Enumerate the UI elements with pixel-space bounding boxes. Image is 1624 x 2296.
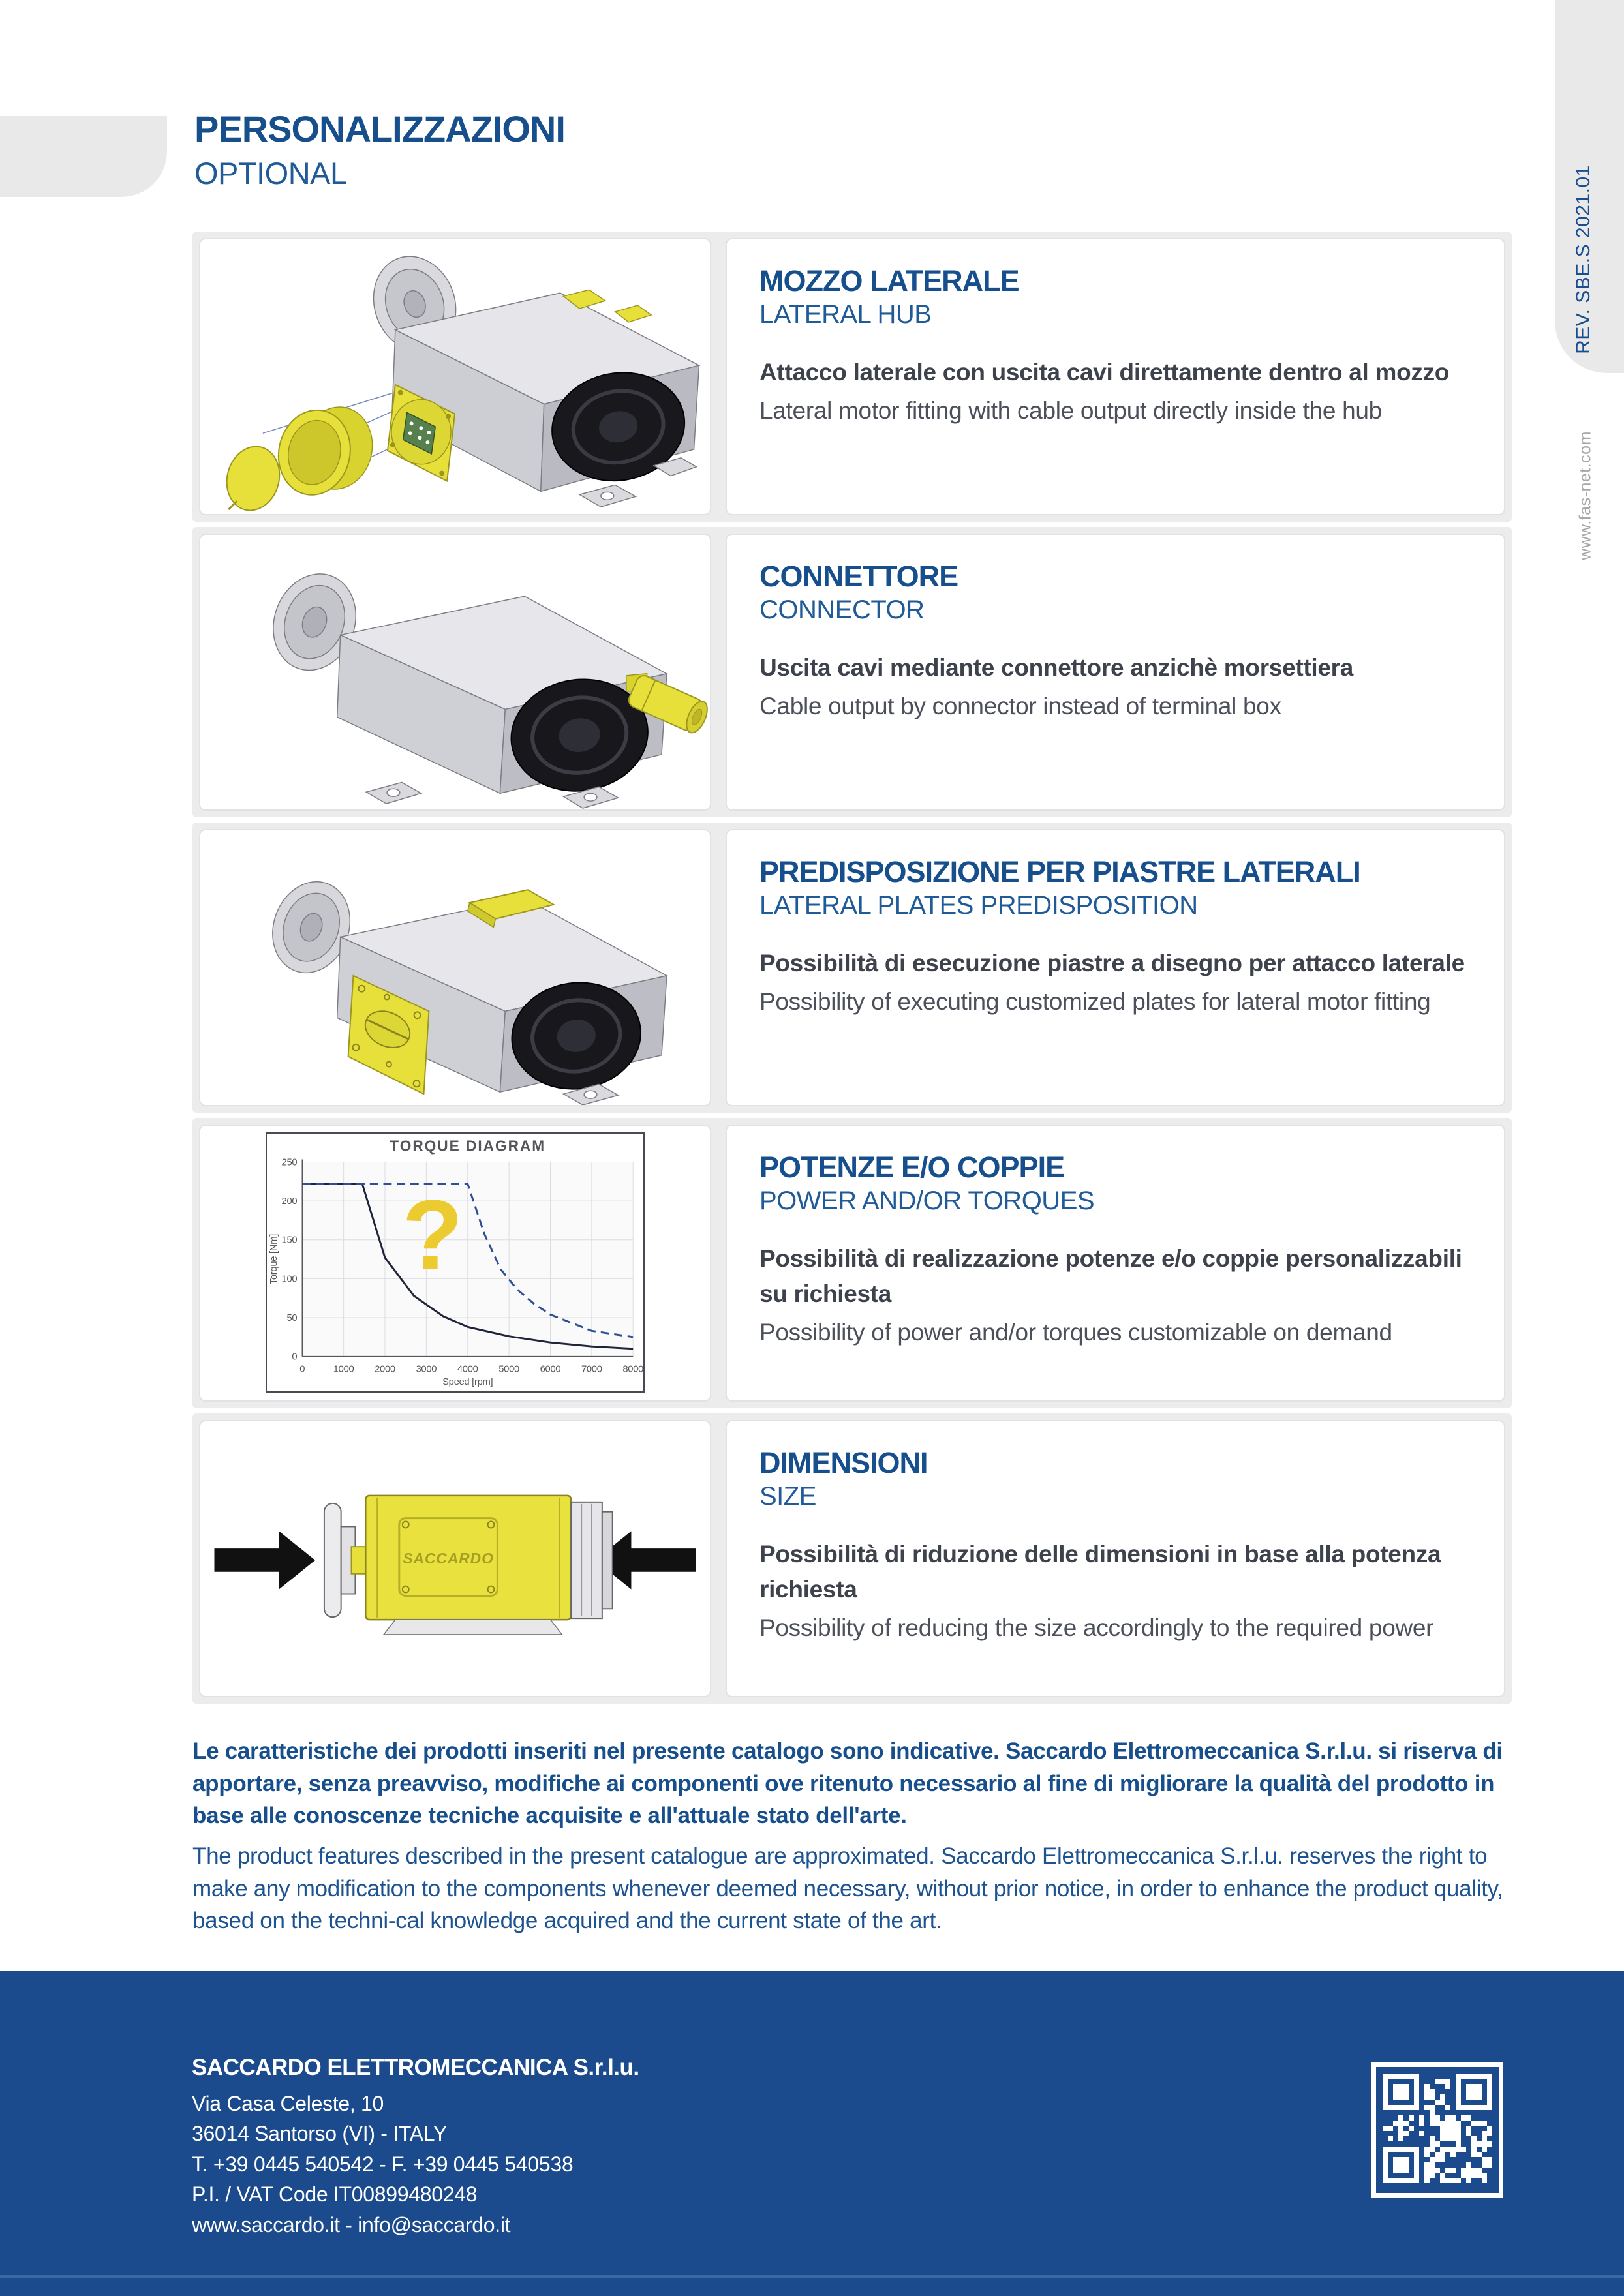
lateral-hub-illustration [199, 238, 711, 515]
svg-text:?: ? [402, 1179, 463, 1292]
size-illustration [199, 1420, 711, 1697]
svg-text:1000: 1000 [333, 1364, 354, 1375]
footer [0, 1971, 1624, 2296]
svg-text:250: 250 [281, 1157, 298, 1168]
option-desc-en: Possibility of reducing the size accordingly to the required power [759, 1614, 1434, 1641]
website-email-link[interactable]: www.saccardo.it - info@saccardo.it [192, 2213, 511, 2237]
svg-text:7000: 7000 [581, 1364, 602, 1375]
svg-text:0: 0 [299, 1364, 305, 1375]
option-subtitle: CONNECTOR [759, 595, 925, 624]
option-row-lateral-hub [192, 232, 1512, 522]
svg-text:8000: 8000 [622, 1364, 643, 1375]
svg-text:Speed [rpm]: Speed [rpm] [442, 1377, 493, 1388]
svg-text:3000: 3000 [416, 1364, 437, 1375]
option-text-panel [726, 534, 1505, 811]
option-subtitle: SIZE [759, 1481, 816, 1511]
svg-text:100: 100 [281, 1274, 298, 1285]
option-title: CONNETTORE [759, 560, 958, 593]
page-header [194, 108, 565, 191]
torque-diagram-chart [266, 1132, 645, 1393]
option-title: DIMENSIONI [759, 1446, 928, 1479]
svg-text:200: 200 [281, 1196, 298, 1207]
option-subtitle: POWER AND/OR TORQUES [759, 1186, 1095, 1215]
option-subtitle: LATERAL HUB [759, 299, 932, 329]
option-row-power-torques [192, 1118, 1512, 1408]
svg-text:6000: 6000 [540, 1364, 561, 1375]
svg-text:5000: 5000 [498, 1364, 519, 1375]
page-title: PERSONALIZZAZIONI [194, 108, 565, 149]
option-desc-en: Possibility of executing customized plates for lateral motor fitting [759, 988, 1431, 1016]
exploded-motor-lateral-hub-icon [200, 239, 710, 514]
option-desc-it: Uscita cavi mediante connettore anzichè morsettiera [759, 654, 1354, 682]
disclaimer [192, 1735, 1525, 1937]
svg-text:150: 150 [281, 1235, 298, 1246]
qr-code-icon [1371, 2062, 1503, 2198]
address-line-2: 36014 Santorso (VI) - ITALY [192, 2122, 447, 2146]
options-list [192, 232, 1512, 1709]
svg-text:SACCARDO: SACCARDO [403, 1549, 494, 1567]
option-row-connector [192, 527, 1512, 817]
option-text-panel [726, 829, 1505, 1106]
svg-text:0: 0 [292, 1352, 298, 1363]
option-desc-it: Possibilità di esecuzione piastre a disegno per attacco laterale [759, 950, 1465, 977]
option-title: MOZZO LATERALE [759, 264, 1019, 297]
company-name: SACCARDO ELETTROMECCANICA S.r.l.u. [192, 2055, 639, 2080]
motor-with-cable-connector-icon [200, 535, 710, 809]
svg-text:TORQUE DIAGRAM: TORQUE DIAGRAM [390, 1137, 546, 1155]
option-title: POTENZE E/O COPPIE [759, 1151, 1065, 1184]
yellow-motor-size-arrows-icon [200, 1421, 710, 1696]
option-subtitle: LATERAL PLATES PREDISPOSITION [759, 890, 1198, 920]
svg-text:4000: 4000 [457, 1364, 478, 1375]
disclaimer-it: Le caratteristiche dei prodotti inseriti nel presente catalogo sono indicative. Saccardo Elettromeccanica S.r.l.u. si riserva di apportare, senza preavviso, modifiche ai componenti ove ritenuto necessario al fine di migliorare la qualità del prodotto in base alle conoscenze tecniche acquisite e all'attuale stato dell'arte. [192, 1738, 1503, 1829]
option-desc-it: Possibilità di riduzione delle dimensioni in base alla potenza richiesta [759, 1541, 1441, 1603]
footer-company-info [192, 2055, 639, 2240]
option-desc-en: Cable output by connector instead of terminal box [759, 693, 1281, 720]
disclaimer-en: The product features described in the present catalogue are approximated. Saccardo Elettromeccanica S.r.l.u. reserves the right to make any modification to the components whenever deemed necessary, without prior notice, in order to enhance the product quality, based on the techni-cal knowledge acquired and the current state of the art. [192, 1843, 1503, 1934]
svg-text:2000: 2000 [375, 1364, 395, 1375]
option-desc-it: Attacco laterale con uscita cavi direttamente dentro al mozzo [759, 359, 1450, 386]
connector-illustration [199, 534, 711, 811]
revision-label: REV. SBE.S 2021.01 [1572, 165, 1594, 354]
phone-fax: T. +39 0445 540542 - F. +39 0445 540538 [192, 2152, 574, 2176]
motor-with-lateral-plates-icon [200, 830, 710, 1105]
option-desc-en: Possibility of power and/or torques customizable on demand [759, 1318, 1392, 1346]
option-row-size [192, 1413, 1512, 1704]
side-url[interactable]: www.fas-net.com [1576, 431, 1595, 560]
option-desc-it: Possibilità di realizzazione potenze e/o coppie personalizzabili su richiesta [759, 1245, 1462, 1308]
lateral-plates-illustration [199, 829, 711, 1106]
top-left-corner-tab [0, 116, 167, 197]
option-text-panel [726, 238, 1505, 515]
option-row-lateral-plates [192, 823, 1512, 1113]
page-subtitle: OPTIONAL [194, 156, 347, 190]
option-text-panel [726, 1420, 1505, 1697]
option-text-panel [726, 1125, 1505, 1402]
option-desc-en: Lateral motor fitting with cable output directly inside the hub [759, 397, 1382, 425]
torque-diagram-panel [199, 1125, 711, 1402]
option-title: PREDISPOSIZIONE PER PIASTRE LATERALI [759, 855, 1360, 888]
address-line-1: Via Casa Celeste, 10 [192, 2092, 384, 2115]
svg-text:Torque [Nm]: Torque [Nm] [268, 1233, 279, 1285]
vat-code: P.I. / VAT Code IT00899480248 [192, 2183, 478, 2207]
bottom-accent-stripe [0, 2275, 1624, 2278]
svg-text:50: 50 [286, 1312, 298, 1323]
